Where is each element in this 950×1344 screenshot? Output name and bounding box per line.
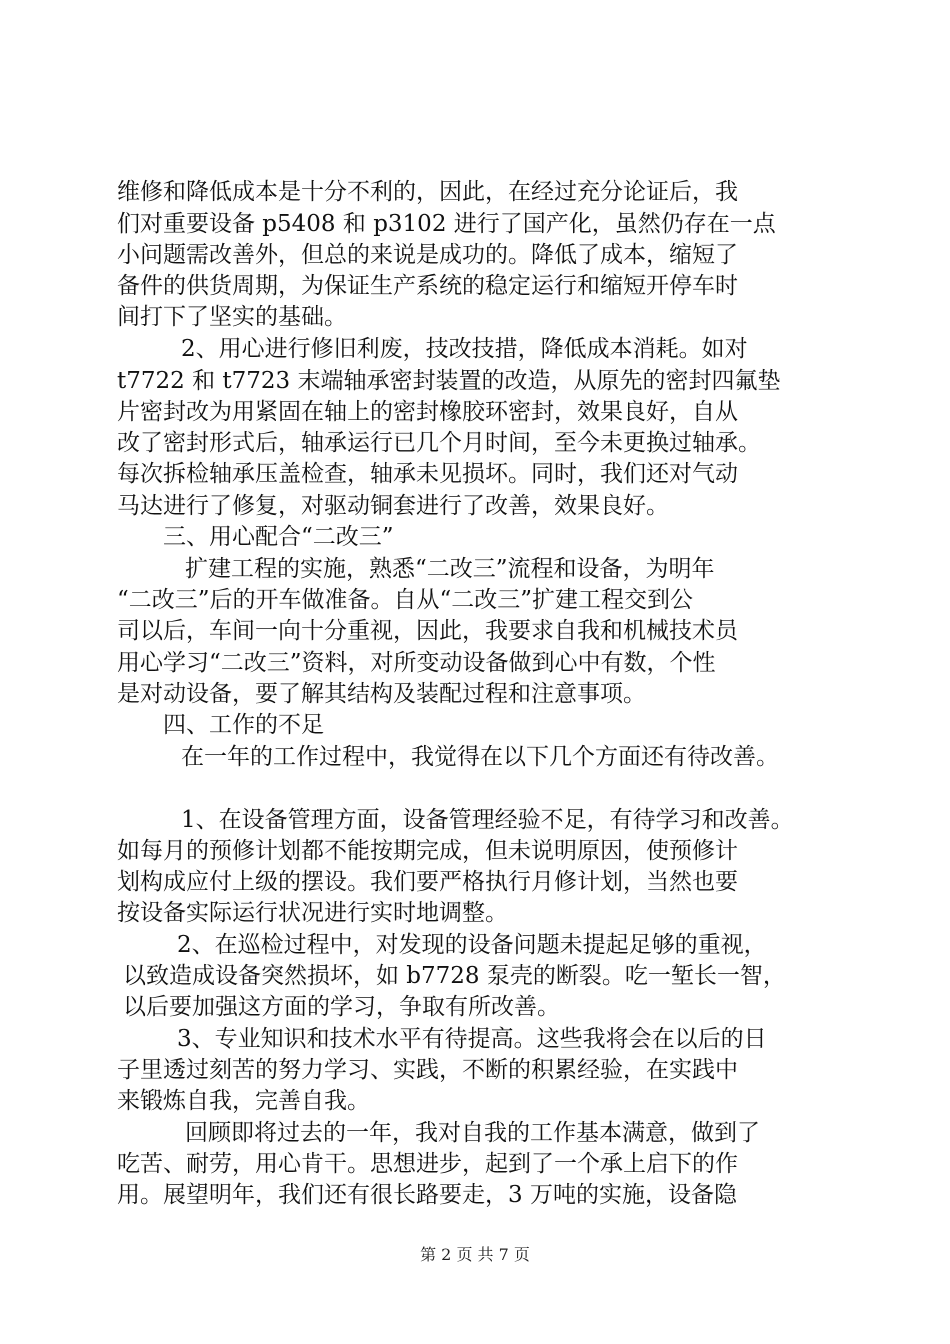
text-line: 是对动设备，要了解其结构及装配过程和注意事项。	[117, 681, 646, 707]
text-line: 备件的供货周期，为保证生产系统的稳定运行和缩短开停车时	[117, 273, 738, 299]
text-line: 以后要加强这方面的学习，争取有所改善。	[123, 994, 560, 1020]
section-heading: 三、用心配合“二改三”	[163, 524, 394, 550]
text-line: 马达进行了修复，对驱动铜套进行了改善，效果良好。	[117, 493, 669, 519]
text-line: 2、在巡检过程中，对发现的设备问题未提起足够的重视，	[177, 932, 767, 958]
text-line: 维修和降低成本是十分不利的，因此，在经过充分论证后，我	[117, 179, 738, 205]
text-line: 用。展望明年，我们还有很长路要走，3 万吨的实施，设备隐	[117, 1182, 737, 1208]
text-line: 间打下了坚实的基础。	[117, 304, 347, 330]
text-line: 们对重要设备 p5408 和 p3102 进行了国产化，虽然仍存在一点	[117, 211, 776, 237]
text-line: 2、用心进行修旧利废，技改技措，降低成本消耗。如对	[181, 336, 748, 362]
text-line: 小问题需改善外，但总的来说是成功的。降低了成本，缩短了	[117, 242, 738, 268]
text-line: t7722 和 t7723 末端轴承密封装置的改造，从原先的密封四氟垫	[117, 368, 781, 394]
text-line: 在一年的工作过程中，我觉得在以下几个方面还有待改善。	[181, 744, 779, 770]
text-line: 扩建工程的实施，熟悉“二改三”流程和设备，为明年	[185, 556, 715, 582]
text-line: 划构成应付上级的摆设。我们要严格执行月修计划，当然也要	[117, 869, 738, 895]
text-line: 用心学习“二改三”资料，对所变动设备做到心中有数，个性	[117, 650, 716, 676]
text-line: 片密封改为用紧固在轴上的密封橡胶环密封，效果良好，自从	[117, 399, 738, 425]
text-line: 回顾即将过去的一年，我对自我的工作基本满意，做到了	[185, 1120, 760, 1146]
text-line: 3、专业知识和技术水平有待提高。这些我将会在以后的日	[177, 1026, 767, 1052]
text-line: 以致造成设备突然损坏，如 b7728 泵壳的断裂。吃一堑长一智，	[123, 963, 786, 989]
text-line: 每次拆检轴承压盖检查，轴承未见损坏。同时，我们还对气动	[117, 461, 738, 487]
text-line: 吃苦、耐劳，用心肯干。思想进步，起到了一个承上启下的作	[117, 1151, 738, 1177]
text-line: 如每月的预修计划都不能按期完成，但未说明原因，使预修计	[117, 838, 738, 864]
text-line: “二改三”后的开车做准备。自从“二改三”扩建工程交到公	[117, 587, 694, 613]
text-line: 按设备实际运行状况进行实时地调整。	[117, 900, 508, 926]
section-heading: 四、工作的不足	[163, 712, 324, 738]
text-line: 子里透过刻苦的努力学习、实践，不断的积累经验，在实践中	[117, 1057, 738, 1083]
text-line: 来锻炼自我，完善自我。	[117, 1088, 370, 1114]
text-line: 1、在设备管理方面，设备管理经验不足，有待学习和改善。	[181, 807, 794, 833]
text-line: 司以后，车间一向十分重视，因此，我要求自我和机械技术员	[117, 618, 738, 644]
text-line: 改了密封形式后，轴承运行已几个月时间，至今未更换过轴承。	[117, 430, 761, 456]
page-number-footer: 第 2 页 共 7 页	[420, 1245, 530, 1264]
